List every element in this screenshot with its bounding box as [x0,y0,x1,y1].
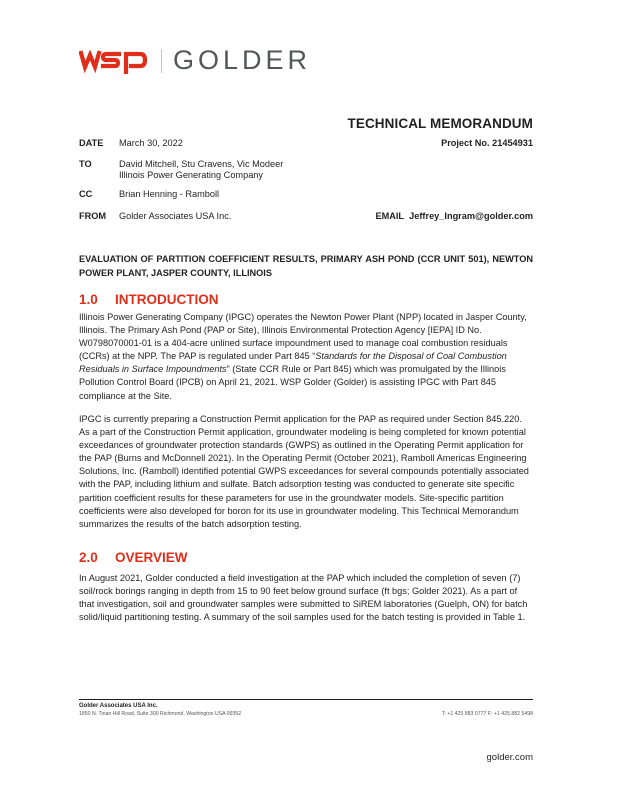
email-value[interactable]: Jeffrey_Ingram@golder.com [409,211,533,221]
cc-label: CC [79,189,93,199]
intro-p1-text-b: ” (State CCR Rule or Part 845) which was promulgated by the Illinois Pollution Control Board (IPCB) on April 21, 2021. WSP Golder (Golder) is assisting IPGC with Part 845 compliance at the Site. [79,364,506,401]
footer-divider [79,699,533,700]
section-title: OVERVIEW [115,550,188,565]
section-heading-introduction [79,292,219,307]
intro-p2-text: IPGC is currently preparing a Construction Permit application for the PAP as required under Section 845.220. As a part of the Construction Permit application, groundwater modeling is being completed for known potential exceedances of groundwater protection standards (GWPS) as outlined in the Operating Permit application for the PAP (Burns and McDonnell 2021). In the Operating Permit (October 2021), Ramboll Americas Engineering Solutions, Inc. (Ramboll) identified potential GWPS exceedances for several compounds potentially associated with the PAP, including lithium and sulfate. Batch adsorption testing was conducted to generate site specific partition coefficient results for these parameters for use in the groundwater models. Site-specific partition coefficients were also developed for boron for its use in groundwater modeling. This Technical Memorandum summarizes the results of the batch adsorption testing. [79,414,529,529]
to-organization: Illinois Power Generating Company [119,170,264,180]
project-number: Project No. 21454931 [441,138,533,148]
from-value: Golder Associates USA Inc. [119,211,232,221]
date-label: DATE [79,138,104,148]
email-label: EMAIL [375,211,405,221]
intro-p1-text-a: Illinois Power Generating Company (IPGC) operates the Newton Power Plant (NPP) located in Jasper County, Illinois. The Primary Ash Pond (PAP or Site), Illinois Environmental Protection Agency [IEPA] ID No. W0798070001-01 is a 404-acre unlined surface impoundment used to manage coal combustion residuals (CCRs) at the NPP. The PAP is regulated under Part 845 “ [79,312,527,362]
section-title: INTRODUCTION [115,292,219,307]
introduction-paragraph-1 [79,311,533,403]
footer-address: 1850 N. Tinan Hill Road, Suite 300 Richmond, Washington USA 99352 [79,711,242,717]
wsp-logo-mark [79,48,149,74]
overview-p1-text: In August 2021, Golder conducted a field investigation at the PAP which included the completion of seven (7) soil/rock borings ranging in depth from 15 to 90 feet below ground surface (ft bgs; Golder 2021). As a part of that investigation, soil and groundwater samples were submitted to SiREM laboratories (Guelph, ON) for batch solid/liquid partitioning testing. A summary of the soil samples used for the batch testing is provided in Table 1. [79,573,528,623]
footer-phone: T: +1 425 883 0777 F: +1 425 882 5498 [441,711,533,717]
document-title: TECHNICAL MEMORANDUM [347,116,533,131]
overview-paragraph-1 [79,572,533,624]
section-heading-overview [79,550,188,565]
date-value: March 30, 2022 [119,138,183,148]
section-number: 1.0 [79,292,98,307]
introduction-paragraph-2 [79,413,533,531]
footer-website-link[interactable]: golder.com [486,752,533,763]
to-recipients: David Mitchell, Stu Cravens, Vic Modeer [119,159,284,169]
cc-value: Brian Henning - Ramboll [119,189,220,199]
footer-company: Golder Associates USA Inc. [79,703,158,709]
from-label: FROM [79,211,107,221]
intro-p1-italic: Standards for the Disposal of Coal Combustion Residuals in Surface Impoundments [79,351,507,375]
logo-wordmark: GOLDER [173,45,312,75]
email-row [375,211,533,221]
company-logo [79,47,311,74]
memo-subject: EVALUATION OF PARTITION COEFFICIENT RESULTS, PRIMARY ASH POND (CCR UNIT 501), NEWTON POWER PLANT, JASPER COUNTY, ILLINOIS [79,254,533,278]
logo-divider [161,49,162,73]
section-number: 2.0 [79,550,98,565]
to-label: TO [79,159,92,169]
